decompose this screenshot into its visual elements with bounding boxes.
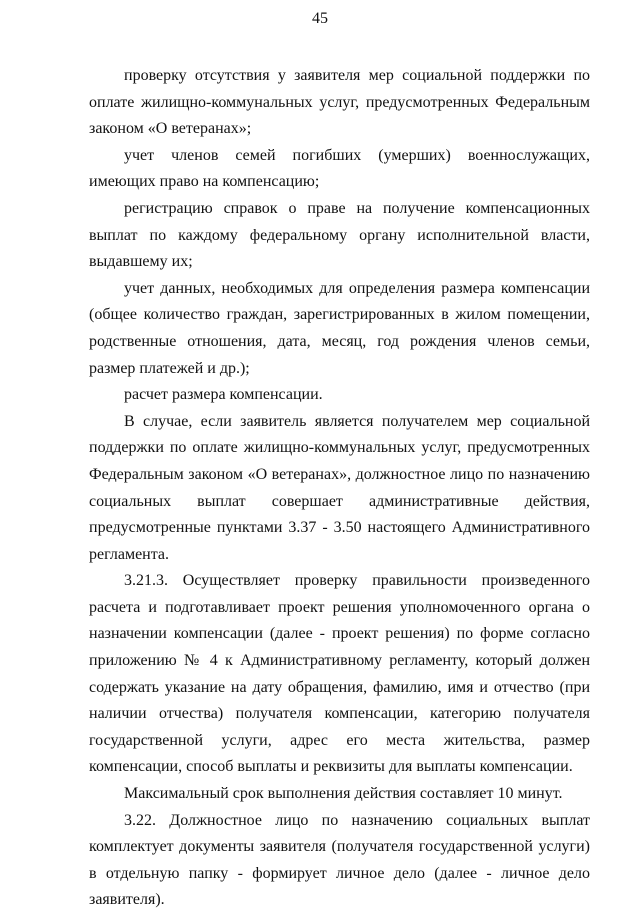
- paragraph-7: 3.21.3. Осуществляет проверку правильности произведенного расчета и подготавливает проект решения уполномоченного органа о назначении компенсации (далее - проект решения) по форме согласно приложению № 4 к Административному регламенту, который должен содержать указание на дату обращения, фамилию, имя и отчество (при наличии отчества) получателя компенсации, категорию получателя государственной услуги, адрес его места жительства, размер компенсации, способ выплаты и реквизиты для выплаты компенсации.: [89, 572, 590, 776]
- paragraph-1: проверку отсутствия у заявителя мер социальной поддержки по оплате жилищно-коммунальных услуг, предусмотренных Федеральным законом «О ветеранах»;: [89, 67, 590, 138]
- paragraph-4: учет данных, необходимых для определения размера компенсации (общее количество граждан, зарегистрированных в жилом помещении, родственные отношения, дата, месяц, год рождения членов семьи, размер платежей и др.);: [89, 279, 590, 377]
- paragraph-6: В случае, если заявитель является получателем мер социальной поддержки по оплате жилищно-коммунальных услуг, предусмотренных Федеральным законом «О ветеранах», должностное лицо по назначению социальных выплат совершает административные действия, предусмотренные пунктами 3.37 - 3.50 настоящего Административного регламента.: [89, 412, 590, 563]
- page-number: 45: [312, 10, 328, 27]
- document-body: [89, 63, 590, 914]
- paragraph-2: учет членов семей погибших (умерших) военнослужащих, имеющих право на компенсацию;: [89, 146, 590, 191]
- paragraph-3: регистрацию справок о праве на получение компенсационных выплат по каждому федеральному органу исполнительной власти, выдавшему их;: [89, 199, 590, 271]
- paragraph-9: 3.22. Должностное лицо по назначению социальных выплат комплектует документы заявителя (получателя государственной услуги) в отдельную папку - формирует личное дело (далее - личное дело заявителя).: [89, 811, 590, 909]
- paragraph-8: Максимальный срок выполнения действия составляет 10 минут.: [124, 785, 563, 803]
- paragraph-5: расчет размера компенсации.: [124, 386, 323, 404]
